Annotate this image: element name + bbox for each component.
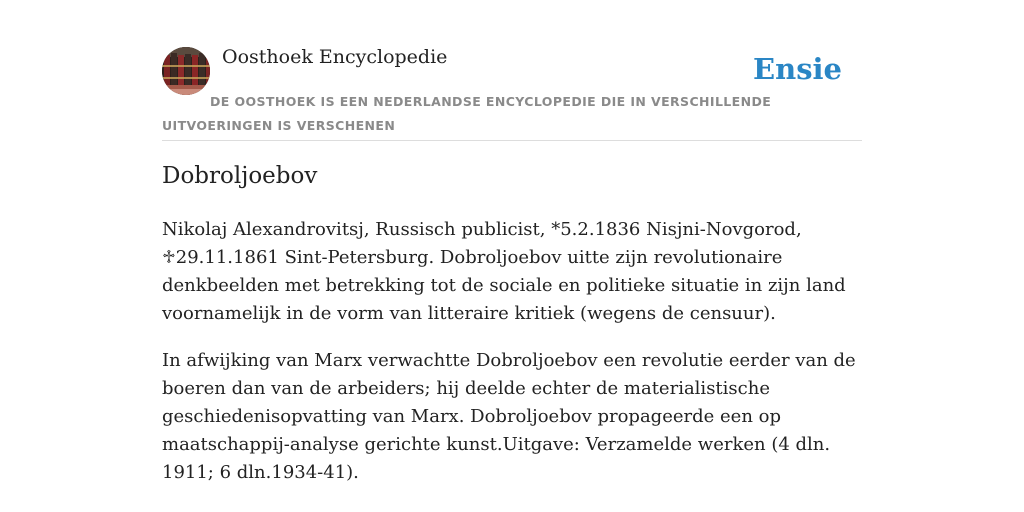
- page-container: [162, 0, 862, 483]
- encyclopedia-books-icon[interactable]: [162, 47, 210, 95]
- brand-logo[interactable]: Ensie: [753, 52, 842, 86]
- article-title: Dobroljoebov: [162, 163, 318, 189]
- site-tagline: DE OOSTHOEK IS EEN NEDERLANDSE ENCYCLOPEDIE DIE IN VERSCHILLENDE UITVOERINGEN IS VERSCHENEN: [162, 94, 772, 133]
- article-paragraph: In afwijking van Marx verwachtte Dobroljoebov een revolutie eerder van de boeren dan van de arbeiders; hij deelde echter de materialistische geschiedenisopvatting van Marx. Dobroljoebov propageerde een op maatschappij-analyse gerichte kunst.Uitgave: Verzamelde werken (4 dln. 1911; 6 dln.1934-41).: [162, 350, 856, 483]
- site-header: [162, 0, 862, 141]
- site-title[interactable]: Oosthoek Encyclopedie: [222, 46, 448, 68]
- article-paragraph: Nikolaj Alexandrovitsj, Russisch publicist, *5.2.1836 Nisjni-Novgorod, ♱29.11.1861 Sint-Petersburg. Dobroljoebov uitte zijn revolutionaire denkbeelden met betrekking tot de sociale en politieke situatie in zijn land voornamelijk in de vorm van litteraire kritiek (wegens de censuur).: [162, 219, 846, 324]
